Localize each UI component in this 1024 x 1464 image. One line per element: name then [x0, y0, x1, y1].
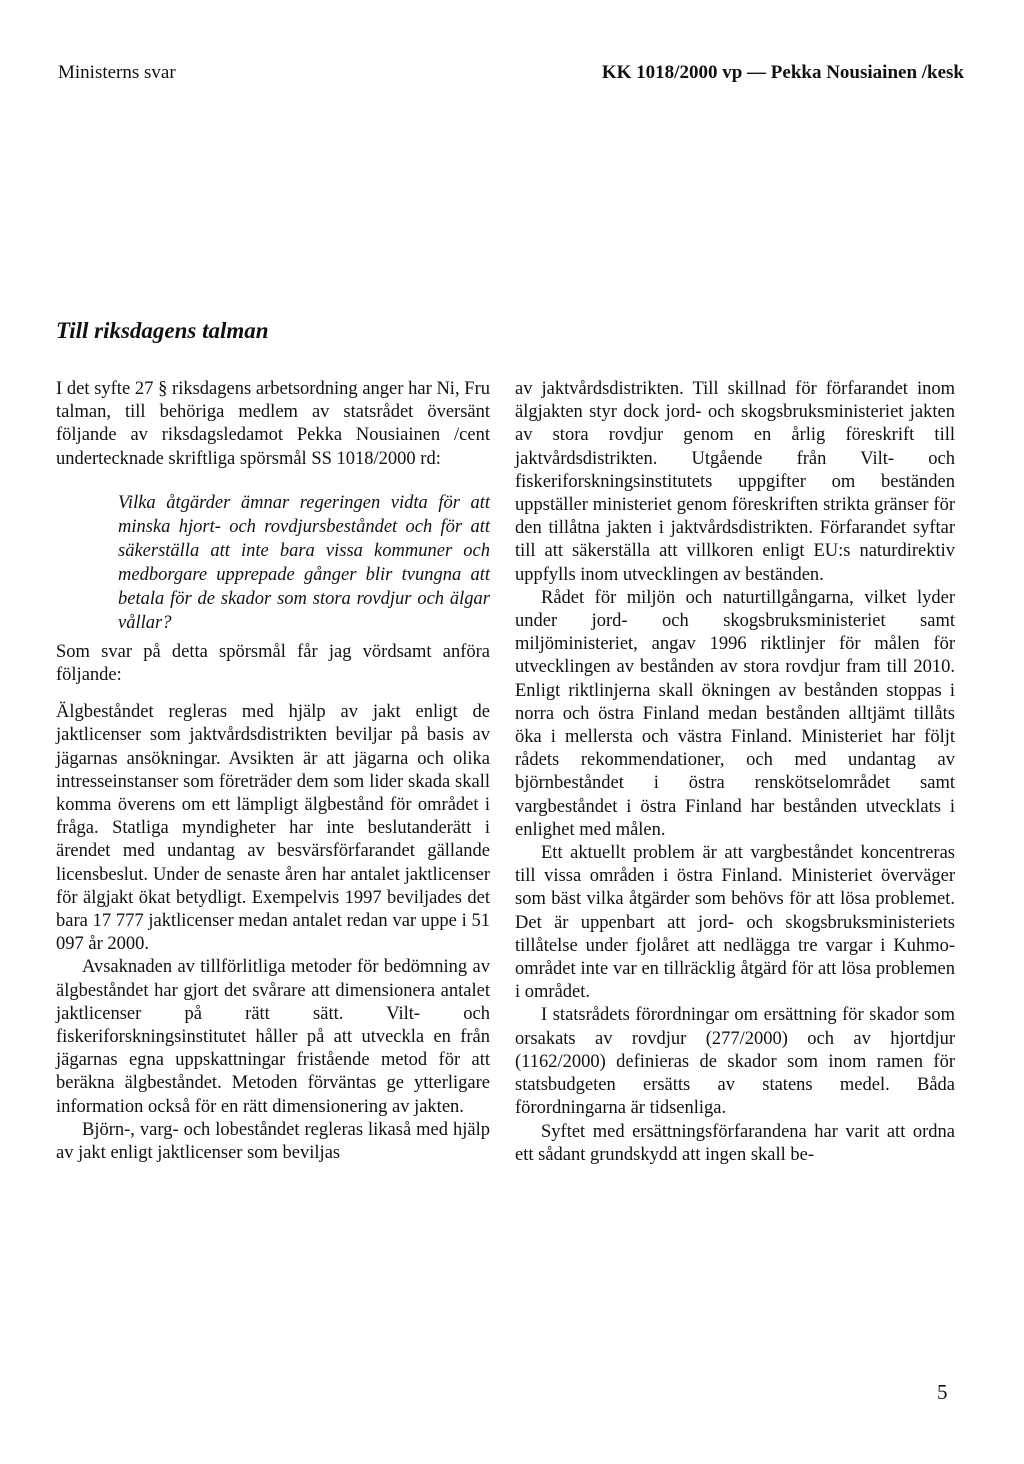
paragraph: Älgbeståndet regleras med hjälp av jakt enligt de jaktlicenser som jaktvårdsdistrikten beviljar på basis av jägarnas ansökningar. Avsikten är att jägarna och olika intresseinstanser som företräder dem som lider skada skall komma överens om ett lämpligt älgbestånd för området i fråga. Statliga myndigheter har inte beslutanderätt i ärendet med undantag av besvärsförfarandet gällande licensbeslut. Under de senaste åren har antalet jaktlicenser för älgjakt ökat betydligt. Exempelvis 1997 beviljades det bara 17 777 jaktlicenser medan antalet redan var uppe i 51 097 år 2000.	[56, 702, 490, 955]
page-number: 5	[937, 1380, 948, 1404]
document-title: Till riksdagens talman	[56, 318, 269, 343]
paragraph: Björn-, varg- och lobeståndet regleras likaså med hjälp av jakt enligt jaktlicenser som beviljas	[56, 1119, 490, 1164]
header-right: KK 1018/2000 vp — Pekka Nousiainen /kesk	[601, 62, 964, 83]
answer-intro-paragraph: Som svar på detta spörsmål får jag vördsamt anföra följande:	[56, 641, 490, 686]
paragraph: av jaktvårdsdistrikten. Till skillnad för förfarandet inom älgjakten styr dock jord- och skogsbruksministeriet jakten av stora rovdjur genom en årlig föreskrift till jaktvårdsdistrikten. Utgående från Vilt- och fiskeriforskningsinstitutets uppgifter om beständen uppställer ministeriet genom föreskriften strikta gränser för den tillåtna jakten i jaktvårdsdistrikten. Förfarandet syftar till att säkerställa att villkoren enligt EU:s naturdirektiv uppfylls inom utvecklingen av beständen.	[515, 379, 955, 585]
header-left: Ministerns svar	[58, 62, 176, 83]
paragraph: I statsrådets förordningar om ersättning för skador som orsakats av rovdjur (277/2000) och av hjortdjur (1162/2000) definieras de skador som inom ramen för statsbudgeten ersätts av statens medel. Båda förordningarna är tidsenliga.	[515, 1005, 955, 1119]
paragraph: Syftet med ersättningsförfarandena har varit att ordna ett sådant grundskydd att ingen skall be-	[515, 1121, 955, 1165]
left-column	[56, 378, 490, 1165]
paragraph: Rådet för miljön och naturtillgångarna, vilket lyder under jord- och skogsbruksministeriet samt miljöministeriet, angav 1996 riktlinjer för målen för utvecklingen av bestånden av stora rovdjur fram till 2010. Enligt riktlinjerna skall ökningen av bestånden stoppas i norra och östra Finland medan bestånden alltjämt tillåts öka i mellersta och västra Finland. Ministeriet har följt rådets rekommendationer, och med undantag av björnbeståndet i östra renskötselområdet samt vargbeståndet i östra Finland har bestånden utvecklats i enlighet med målen.	[515, 587, 955, 840]
page-header	[58, 62, 964, 92]
right-column	[515, 378, 955, 1167]
paragraph: Ett aktuellt problem är att vargbeståndet koncentreras till vissa områden i östra Finland. Ministeriet överväger som bäst vilka åtgärder som behövs för att lösa problemet. Det är uppenbart att jord- och skogsbruksministeriets tillåtelse under fjolåret att nedlägga tre vargar i Kuhmo-området inte var en tillräcklig åtgärd för att lösa problemen i området.	[515, 843, 955, 1003]
question-paragraph: Vilka åtgärder ämnar regeringen vidta för att minska hjort- och rovdjursbeståndet och för att säkerställa att inte bara vissa kommuner och medborgare upprepade gånger blir tvungna att betala för de skador som stora rovdjur och älgar vållar?	[118, 492, 490, 633]
paragraph: Avsaknaden av tillförlitliga metoder för bedömning av älgbeståndet har gjort det svårare att dimensionera antalet jaktlicenser på rätt sätt. Vilt- och fiskeriforskningsinstitutet håller på att utveckla en från jägarnas egna uppskattningar fristående metod för att beräkna älgbeståndet. Metoden förväntas ge ytterligare information också för en rätt dimensionering av jakten.	[56, 957, 490, 1117]
intro-paragraph: I det syfte 27 § riksdagens arbetsordning anger har Ni, Fru talman, till behöriga medlem av statsrådet översänt följande av riksdagsledamot Pekka Nousiainen /cent undertecknade skriftliga spörsmål SS 1018/2000 rd:	[56, 379, 490, 469]
